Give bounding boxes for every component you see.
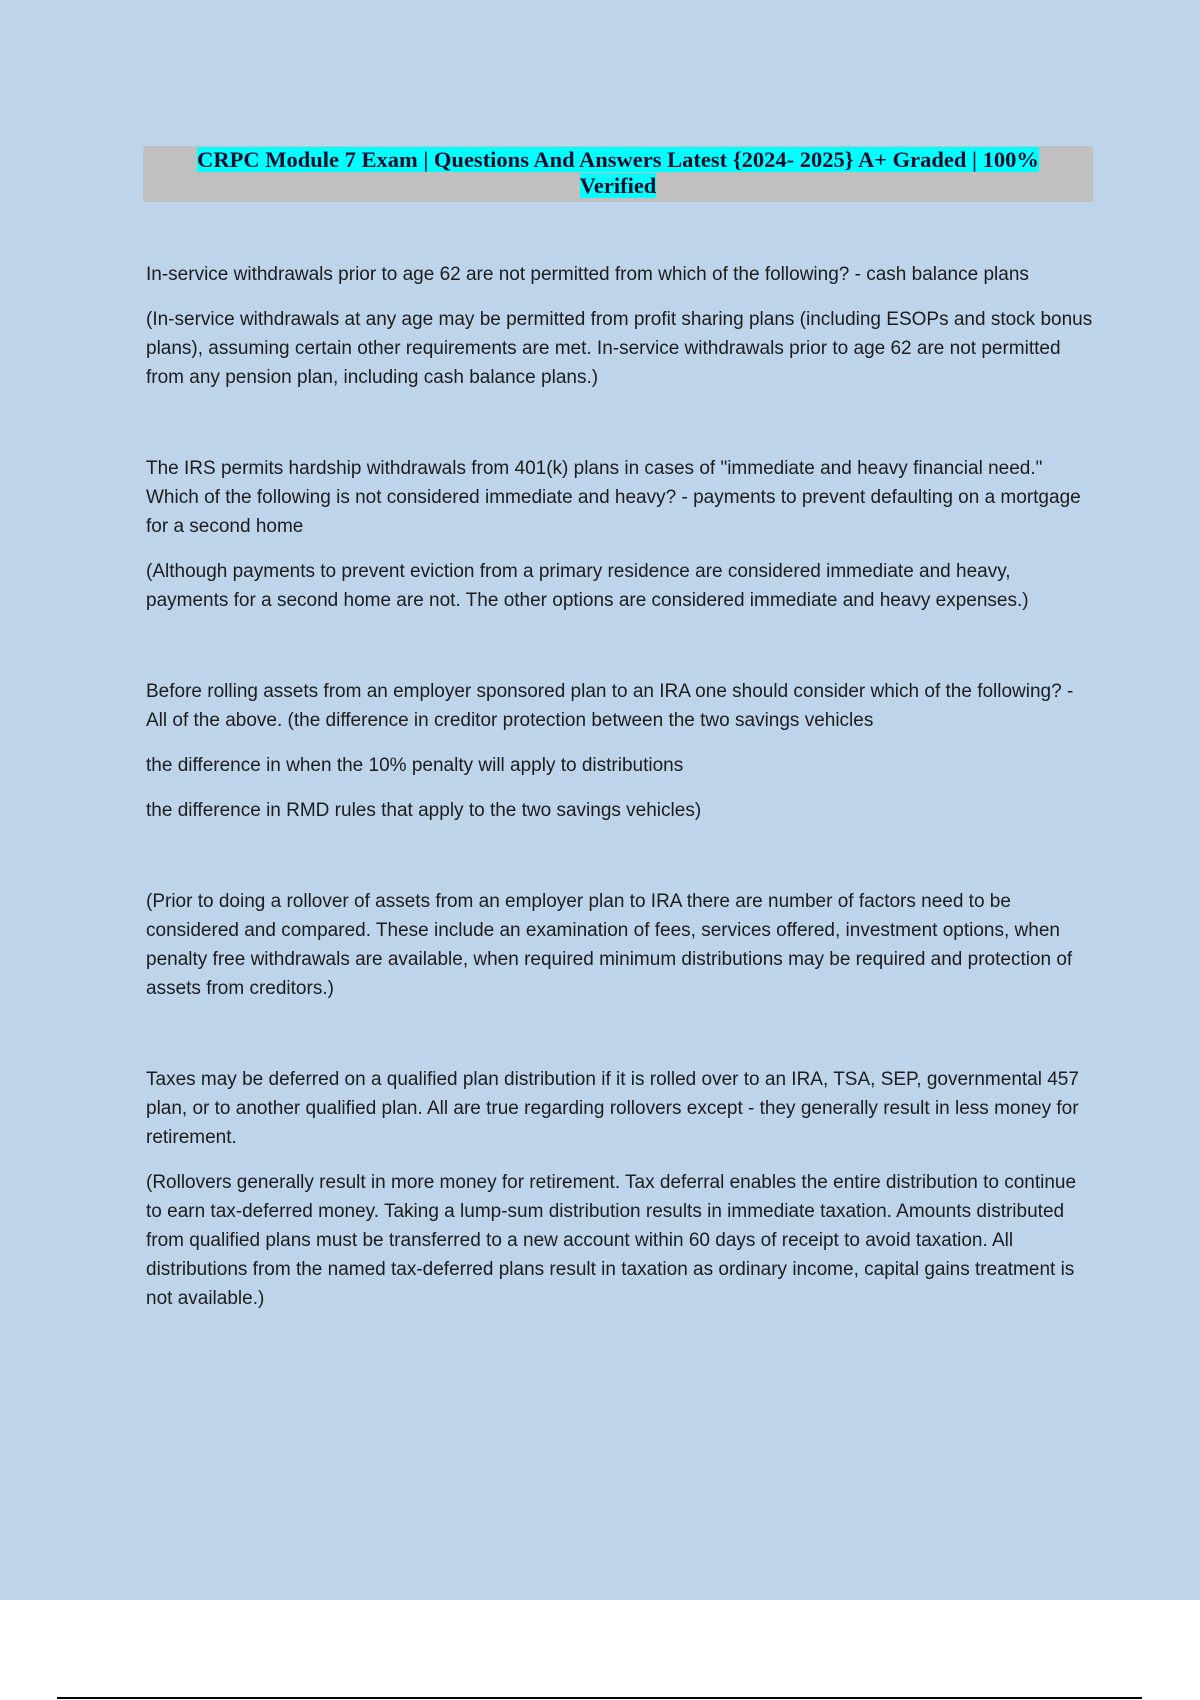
- answer-3-line-3: the difference in RMD rules that apply to the two savings vehicles): [146, 800, 702, 821]
- title-line-1: CRPC Module 7 Exam | Questions And Answers Latest {2024- 2025} A+ Graded | 100%: [197, 147, 1039, 172]
- document-title: [143, 146, 1093, 199]
- document-body: [146, 260, 1096, 1313]
- title-line-2: Verified: [579, 173, 657, 198]
- question-2: The IRS permits hardship withdrawals from 401(k) plans in cases of "immediate and heavy financial need." Which of the following is not considered immediate and heavy? - payments to prevent defaulting on a mortgage for a second home: [146, 458, 1081, 537]
- explanation-3: (Prior to doing a rollover of assets from an employer plan to IRA there are number of factors need to be considered and compared. These include an examination of fees, services offered, investment options, when penalty free withdrawals are available, when required minimum distributions may be required and protection of assets from creditors.): [146, 891, 1073, 999]
- question-1: In-service withdrawals prior to age 62 are not permitted from which of the following? - cash balance plans: [146, 264, 1029, 285]
- answer-3-line-2: the difference in when the 10% penalty will apply to distributions: [146, 755, 684, 776]
- explanation-1: (In-service withdrawals at any age may be permitted from profit sharing plans (including ESOPs and stock bonus plans), assuming certain other requirements are met. In-service withdrawals prior to age 62 are not permitted from any pension plan, including cash balance plans.): [146, 309, 1093, 388]
- title-banner: [143, 146, 1093, 202]
- explanation-2: (Although payments to prevent eviction from a primary residence are considered immediate and heavy, payments for a second home are not. The other options are considered immediate and heavy expenses.): [146, 561, 1029, 611]
- explanation-4: (Rollovers generally result in more money for retirement. Tax deferral enables the entire distribution to continue to earn tax-deferred money. Taking a lump-sum distribution results in immediate taxation. Amounts distributed from qualified plans must be transferred to a new account within 60 days of receipt to avoid taxation. All distributions from the named tax-deferred plans result in taxation as ordinary income, capital gains treatment is not available.): [146, 1172, 1077, 1309]
- question-3: Before rolling assets from an employer sponsored plan to an IRA one should consider which of the following? - All of the above. (the difference in creditor protection between the two savings vehicles: [146, 681, 1074, 731]
- footer-divider: [57, 1697, 1142, 1699]
- question-4: Taxes may be deferred on a qualified plan distribution if it is rolled over to an IRA, TSA, SEP, governmental 457 plan, or to another qualified plan. All are true regarding rollovers except - they generally result in less money for retirement.: [146, 1069, 1079, 1148]
